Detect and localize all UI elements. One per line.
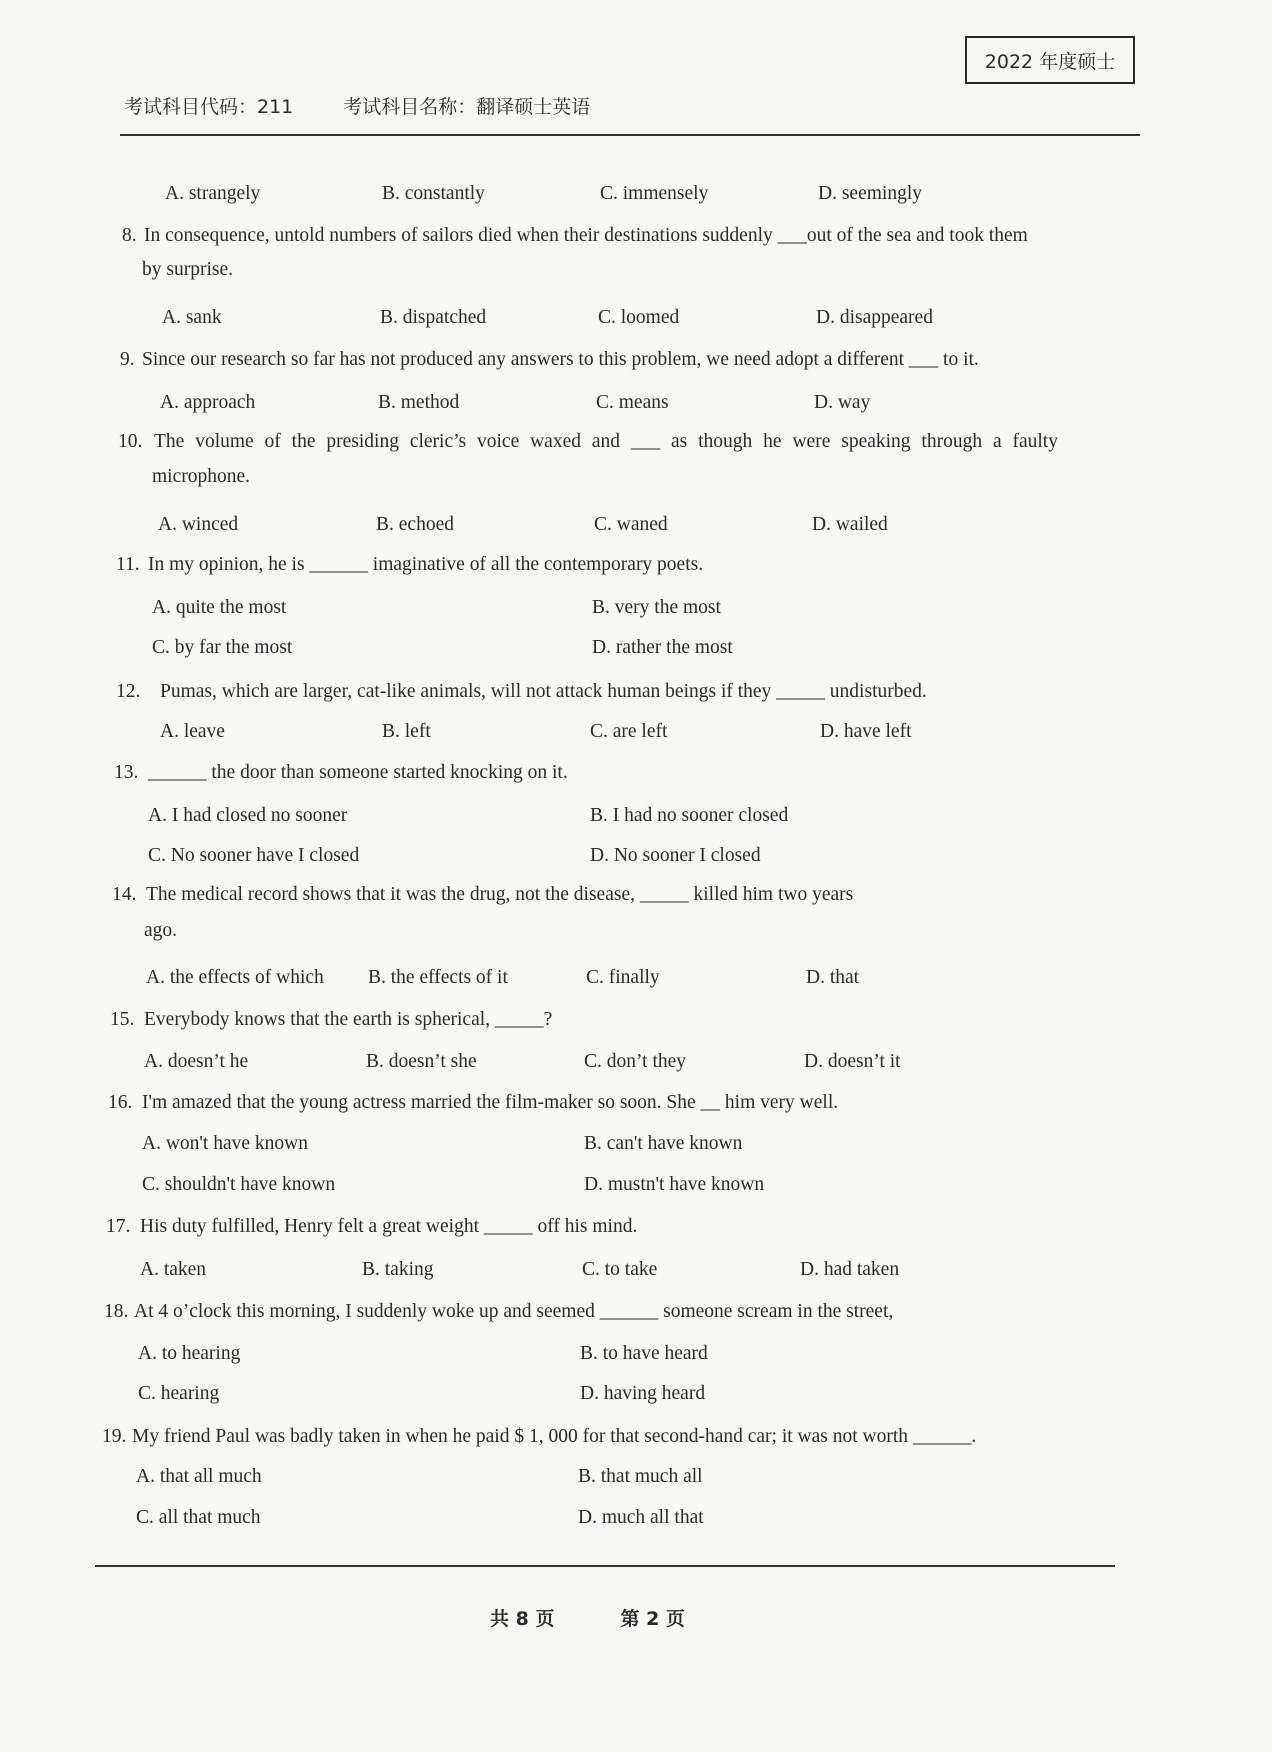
answer-option: A. leave [160, 721, 225, 742]
answer-option: D. doesn’t it [804, 1051, 901, 1072]
question-stem: His duty fulfilled, Henry felt a great weight _____ off his mind. [140, 1216, 638, 1237]
answer-option: C. shouldn't have known [142, 1174, 336, 1195]
question-stem-continued: microphone. [152, 466, 251, 487]
answer-option: D. having heard [580, 1383, 706, 1404]
answer-option: D. disappeared [816, 307, 933, 328]
question-number: 15. [110, 1009, 135, 1030]
answer-option: B. taking [362, 1259, 434, 1280]
answer-option: C. all that much [136, 1507, 261, 1528]
question-stem: Everybody knows that the earth is spherical, _____? [144, 1009, 553, 1030]
question-stem: In consequence, untold numbers of sailors died when their destinations suddenly ___out of the sea and took them [144, 225, 1028, 246]
question-stem: Since our research so far has not produced any answers to this problem, we need adopt a different ___ to it. [142, 349, 979, 370]
answer-option: C. No sooner have I closed [148, 845, 360, 866]
answer-option: C. immensely [600, 183, 709, 204]
question-number: 19. [102, 1426, 127, 1447]
answer-option: B. dispatched [380, 307, 487, 328]
subject-code: 考试科目代码：211 [124, 96, 294, 118]
page-footer [490, 1604, 685, 1631]
question-stem: ______ the door than someone started knocking on it. [148, 762, 568, 783]
answer-option: C. by far the most [152, 637, 293, 658]
question-number: 17. [106, 1216, 131, 1237]
answer-option: A. winced [158, 514, 239, 535]
answer-option: B. to have heard [580, 1343, 708, 1364]
answer-option: B. can't have known [584, 1133, 743, 1154]
answer-option: A. won't have known [142, 1133, 308, 1154]
answer-option: B. method [378, 392, 460, 413]
answer-option: D. wailed [812, 514, 888, 535]
answer-option: D. way [814, 392, 871, 413]
answer-option: D. that [806, 967, 860, 988]
answer-option: B. left [382, 721, 431, 742]
answer-option: B. very the most [592, 597, 721, 618]
answer-option: B. that much all [578, 1466, 703, 1487]
answer-option: C. finally [586, 967, 660, 988]
answer-option: D. much all that [578, 1507, 704, 1528]
question-number: 11. [116, 554, 140, 575]
answer-option: C. hearing [138, 1383, 220, 1404]
answer-option: C. are left [590, 721, 668, 742]
answer-option: B. echoed [376, 514, 454, 535]
question-stem: My friend Paul was badly taken in when he paid $ 1, 000 for that second-hand car; it was not worth ______. [132, 1426, 977, 1447]
question-number: 9. [120, 349, 135, 370]
question-number: 13. [114, 762, 139, 783]
question-number: 16. [108, 1092, 133, 1113]
answer-option: A. doesn’t he [144, 1051, 249, 1072]
question-stem: The volume of the presiding cleric’s voice waxed and ___ as though he were speaking through a faulty [154, 431, 1058, 452]
answer-option: D. mustn't have known [584, 1174, 765, 1195]
header-divider [120, 134, 1140, 136]
answer-option: A. sank [162, 307, 222, 328]
answer-option: A. I had closed no sooner [148, 805, 348, 826]
question-stem: I'm amazed that the young actress married the film-maker so soon. She __ him very well. [142, 1092, 839, 1113]
footer-divider [95, 1565, 1115, 1567]
question-stem-continued: ago. [144, 920, 178, 941]
year-box: 2022 年度硕士 [965, 36, 1135, 84]
answer-option: A. to hearing [138, 1343, 241, 1364]
answer-option: D. seemingly [818, 183, 922, 204]
exam-header [124, 92, 1124, 119]
answer-option: C. loomed [598, 307, 680, 328]
question-number: 10. [118, 431, 143, 452]
answer-option: A. the effects of which [146, 967, 324, 988]
answer-option: B. constantly [382, 183, 485, 204]
answer-option: C. means [596, 392, 669, 413]
question-stem: In my opinion, he is ______ imaginative of all the contemporary poets. [148, 554, 704, 575]
question-stem-continued: by surprise. [142, 259, 233, 280]
question-number: 14. [112, 884, 137, 905]
answer-option: A. quite the most [152, 597, 287, 618]
answer-option: C. waned [594, 514, 668, 535]
answer-option: C. don’t they [584, 1051, 687, 1072]
question-stem: The medical record shows that it was the drug, not the disease, _____ killed him two years [146, 884, 854, 905]
answer-option: A. approach [160, 392, 256, 413]
answer-option: D. No sooner I closed [590, 845, 761, 866]
answer-option: A. that all much [136, 1466, 262, 1487]
answer-option: D. have left [820, 721, 912, 742]
answer-option: A. taken [140, 1259, 207, 1280]
question-stem: At 4 o’clock this morning, I suddenly woke up and seemed ______ someone scream in the street, [134, 1301, 894, 1322]
answer-option: A. strangely [165, 183, 261, 204]
answer-option: B. the effects of it [368, 967, 508, 988]
question-number: 18. [104, 1301, 129, 1322]
answer-option: D. had taken [800, 1259, 900, 1280]
question-number: 8. [122, 225, 137, 246]
answer-option: C. to take [582, 1259, 658, 1280]
question-number: 12. [116, 681, 141, 702]
answer-option: B. I had no sooner closed [590, 805, 789, 826]
total-pages: 共 8 页 [490, 1608, 555, 1630]
answer-option: D. rather the most [592, 637, 733, 658]
question-stem: Pumas, which are larger, cat-like animals, will not attack human beings if they _____ undisturbed. [160, 681, 927, 702]
current-page: 第 2 页 [620, 1608, 685, 1630]
subject-name: 考试科目名称：翻译硕士英语 [343, 96, 591, 118]
answer-option: B. doesn’t she [366, 1051, 477, 1072]
